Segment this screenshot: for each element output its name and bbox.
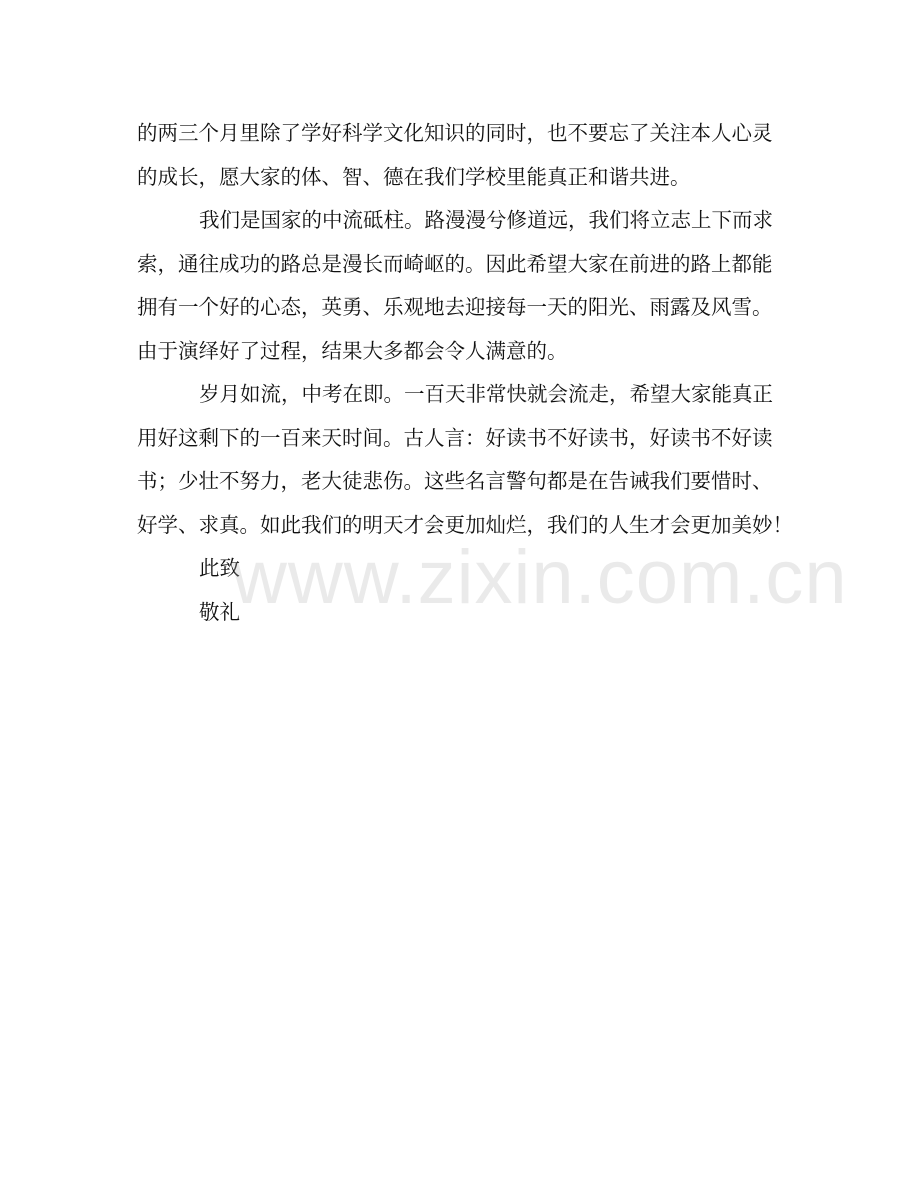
text-line: 由于演绎好了过程，结果大多都会令人满意的。 xyxy=(137,338,568,363)
closing-salutation: 此致 xyxy=(199,556,240,580)
text-line: 索，通往成功的路总是漫长而崎岖的。因此希望大家在前进的路上都能 xyxy=(137,251,773,276)
text-line: 好学、求真。如此我们的明天才会更加灿烂，我们的人生才会更加美妙！ xyxy=(137,512,793,537)
text-line: 的成长，愿大家的体、智、德在我们学校里能真正和谐共进。 xyxy=(137,164,691,189)
paragraph-start-line: 岁月如流，中考在即。一百天非常快就会流走，希望大家能真正 xyxy=(199,382,773,406)
letter-body xyxy=(137,112,793,634)
text-line: 拥有一个好的心态，英勇、乐观地去迎接每一天的阳光、雨露及风雪。 xyxy=(137,295,773,319)
watermark: www.zixin.com.cn xyxy=(232,535,848,620)
text-line: 用好这剩下的一百来天时间。古人言：好读书不好读书，好读书不好读 xyxy=(137,425,773,450)
closing-regards: 敬礼 xyxy=(199,599,240,624)
text-line: 书；少壮不努力，老大徒悲伤。这些名言警句都是在告诫我们要惜时、 xyxy=(137,469,773,493)
text-line: 的两三个月里除了学好科学文化知识的同时，也不要忘了关注本人心灵 xyxy=(137,121,773,145)
paragraph-start-line: 我们是国家的中流砥柱。路漫漫兮修道远，我们将立志上下而求 xyxy=(199,208,773,232)
